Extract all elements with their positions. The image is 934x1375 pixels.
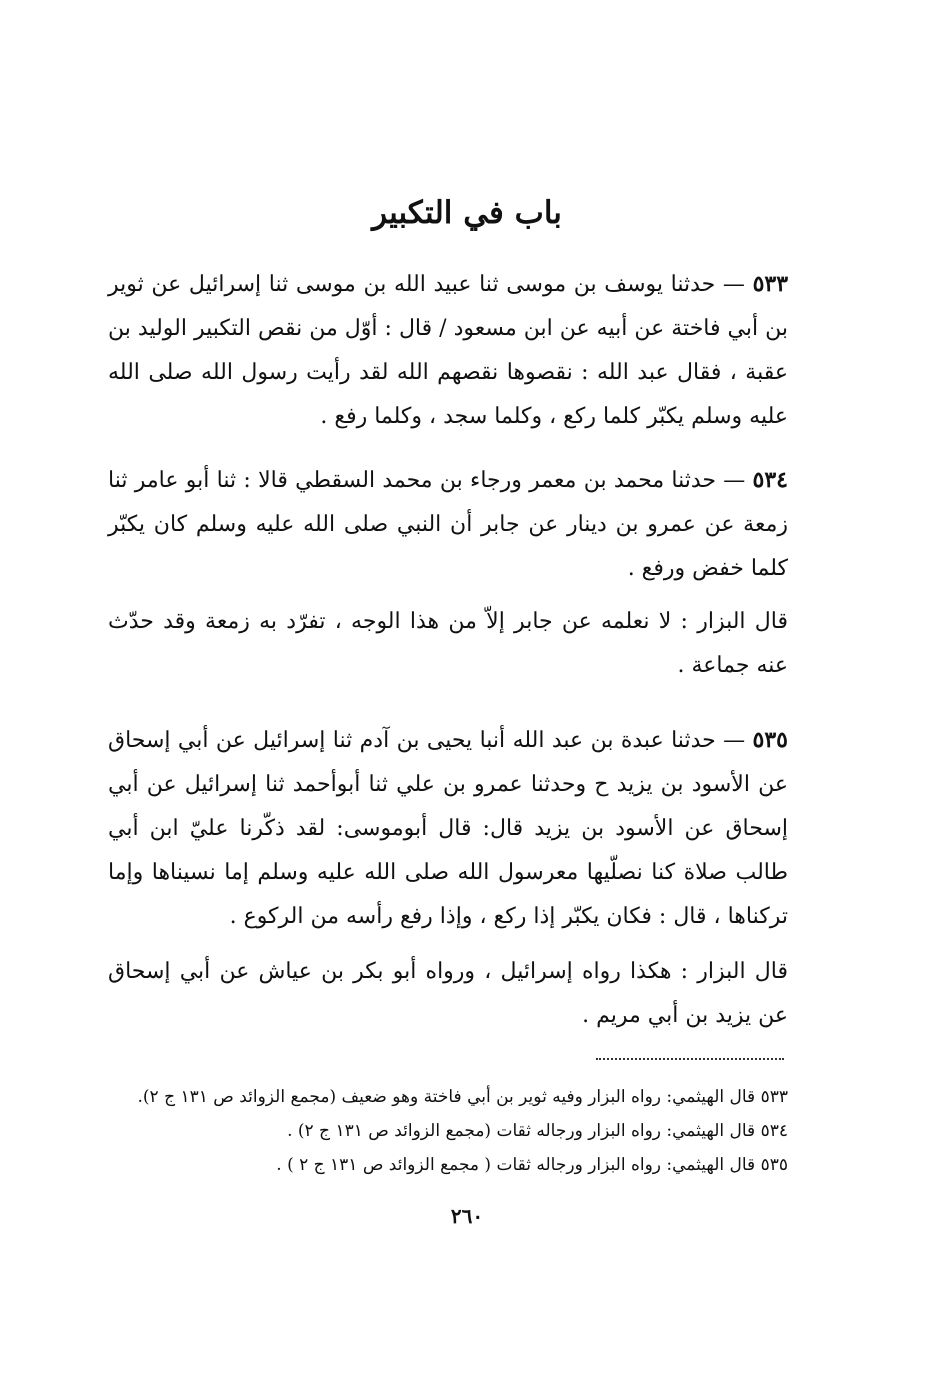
footnote-534: ٥٣٤ قال الهيثمي: رواه البزار ورجاله ثقات (مجمع الزوائد ص ١٣١ ج ٢) . [287,1121,788,1141]
hadith-text: — حدثنا يوسف بن موسى ثنا عبيد الله بن موسى ثنا إسرائيل عن ثوير بن أبي فاختة عن أبيه عن ابن مسعود / قال : أوّل من نقص التكبير الوليد بن عقبة ، فقال عبد الله : نقصوها نقصهم الله لقد رأيت رسول الله صلى الله عليه وسلم يكبّر كلما ركع ، وكلما سجد ، وكلما رفع . [108,272,788,429]
hadith-535 [108,718,788,939]
chapter-title: باب في التكبير [372,195,562,231]
footnote-533: ٥٣٣ قال الهيثمي: رواه البزار وفيه ثوير بن أبي فاختة وهو ضعيف (مجمع الزوائد ص ١٣١ ج ٢). [137,1087,788,1107]
hadith-534 [108,458,788,591]
hadith-533 [108,262,788,439]
footnote-535: ٥٣٥ قال الهيثمي: رواه البزار ورجاله ثقات ( مجمع الزوائد ص ١٣١ ج ٢ ) . [276,1155,788,1175]
hadith-number: ٥٣٤ [752,467,788,493]
hadith-text: — حدثنا محمد بن معمر ورجاء بن محمد السقطي قالا : ثنا أبو عامر ثنا زمعة عن عمرو بن دينار عن جابر أن النبي صلى الله عليه وسلم كان يكبّر كلما خفض ورفع . [108,468,788,581]
footnotes [108,1080,788,1182]
hadith-534-note: قال البزار : لا نعلمه عن جابر إلاّ من هذا الوجه ، تفرّد به زمعة وقد حدّث عنه جماعة . [108,609,788,678]
hadith-text: — حدثنا عبدة بن عبد الله أنبا يحيى بن آدم ثنا إسرائيل عن أبي إسحاق عن الأسود بن يزيد ح وحدثنا عمرو بن علي ثنا أبوأحمد ثنا إسرائيل عن أبي إسحاق عن الأسود بن يزيد قال: قال أبوموسى: لقد ذكّرنا عليّ ابن أبي طالب صلاة كنا نصلّيها معرسول الله صلى الله عليه وسلم إما نسيناها وإما تركناها ، قال : فكان يكبّر إذا ركع ، وإذا رفع رأسه من الركوع . [108,728,788,929]
footnote-divider [596,1058,784,1060]
hadith-535-note: قال البزار : هكذا رواه إسرائيل ، ورواه أبو بكر بن عياش عن أبي إسحاق عن يزيد بن أبي مريم . [108,959,788,1028]
hadith-number: ٥٣٥ [752,727,788,753]
hadith-number: ٥٣٣ [752,271,789,297]
page-number: ٢٦٠ [450,1204,484,1228]
